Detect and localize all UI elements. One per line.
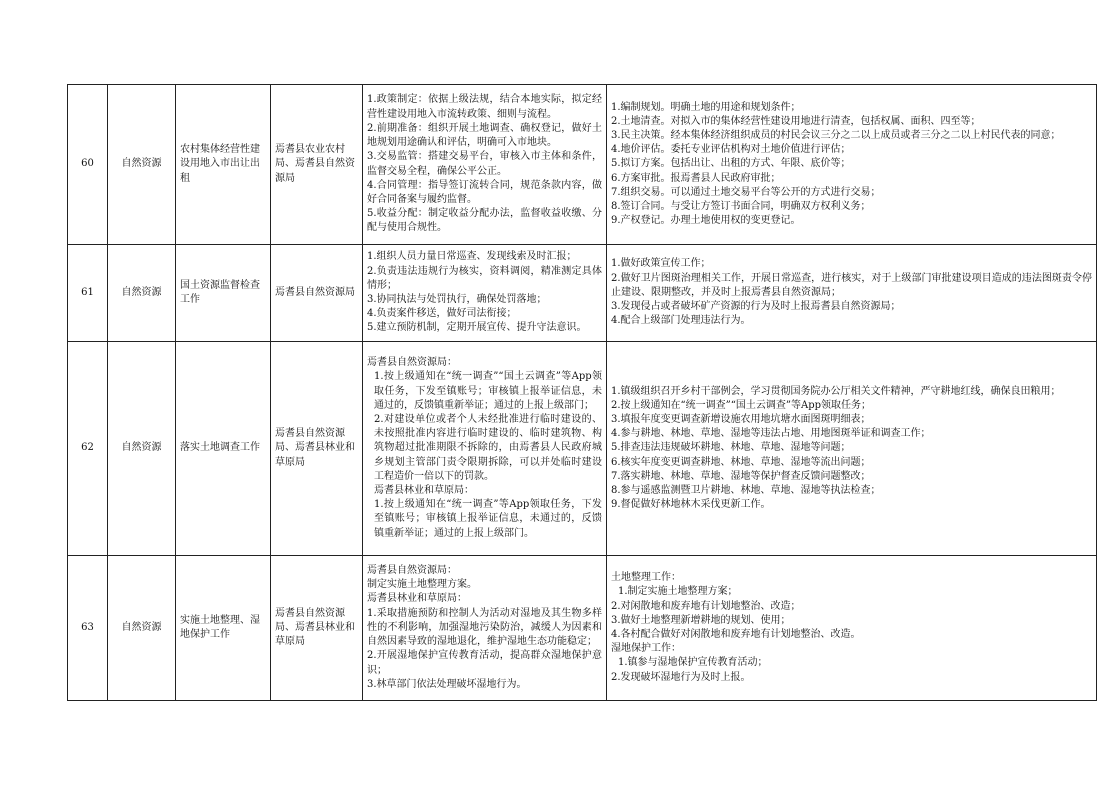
duty-line: 2.土地清查。对拟入市的集体经营性建设用地进行清查，包括权属、面积、四至等；	[611, 115, 981, 127]
town-duty-cell	[607, 85, 1097, 245]
duty-line: 8.参与遥感监测暨卫片耕地、林地、草地、湿地等执法检查；	[611, 485, 881, 496]
row-department: 焉耆县农业农村局、焉耆县自然资源局	[271, 85, 363, 245]
row-number: 62	[68, 342, 108, 556]
duty-line: 7.落实耕地、林地、草地、湿地等保护督查反馈问题整改；	[611, 470, 871, 482]
county-duty-cell	[363, 245, 607, 342]
duty-line: 5.排查违法违规破坏耕地、林地、草地、湿地等问题；	[611, 442, 851, 454]
duty-line: 4.各村配合做好对闲散地和废弃地有计划地整治、改造。	[611, 629, 861, 640]
table-row	[68, 245, 1097, 342]
duty-line: 2.前期准备：组织开展土地调查、确权登记，做好土地规划用途确认和评估，明确可入市地块。	[367, 122, 602, 149]
row-item: 国土资源监督检查工作	[176, 245, 271, 342]
row-item: 实施土地整理、湿地保护工作	[176, 556, 271, 701]
row-category: 自然资源	[108, 245, 176, 342]
row-department: 焉耆县自然资源局	[271, 245, 363, 342]
duty-line: 1.镇参与湿地保护宣传教育活动；	[618, 657, 768, 669]
duty-line: 4.合同管理：指导签订流转合同，规范条款内容，做好合同备案与履约监督。	[367, 179, 602, 205]
table-row	[68, 85, 1097, 245]
duty-line: 3.做好土地整理新增耕地的规划、使用；	[611, 614, 791, 626]
row-category: 自然资源	[108, 342, 176, 556]
duty-line: 4.地价评估。委托专业评估机构对土地价值进行评估；	[611, 144, 851, 156]
duty-line: 1.按上级通知在“统一调查”“国土云调查”等App领取任务，下发至镇账号；审核镇上报举证信息，未通过的，反馈镇重新举证；通过的上报上级部门；	[374, 371, 602, 411]
duty-line: 9.督促做好林地林木采伐更新工作。	[611, 499, 771, 511]
row-number: 61	[68, 245, 108, 342]
duty-list-table	[67, 84, 1097, 701]
duty-line: 1.镇级组织召开乡村干部例会，学习贯彻国务院办公厅相关文件精神，严守耕地红线，确保良田粮用；	[611, 385, 1061, 397]
duty-line: 制定实施土地整理方案。	[367, 579, 477, 591]
duty-line: 3.协同执法与处罚执行，确保处罚落地；	[367, 294, 547, 305]
row-department: 焉耆县自然资源局、焉耆县林业和草原局	[271, 556, 363, 701]
duty-line: 6.方案审批。报焉耆县人民政府审批；	[611, 172, 781, 184]
row-item: 落实土地调查工作	[176, 342, 271, 556]
table-row	[68, 342, 1097, 556]
section-heading: 土地整理工作：	[611, 572, 681, 584]
section-heading: 焉耆县自然资源局：	[367, 565, 457, 577]
section-heading: 焉耆县自然资源局：	[367, 357, 457, 369]
town-duty-cell	[607, 556, 1097, 701]
duty-line: 2.发现破坏湿地行为及时上报。	[611, 671, 751, 683]
duty-line: 2.负责违法违规行为核实，资料调阅，精准测定具体情形；	[367, 265, 602, 291]
section-heading: 焉耆县林业和草原局：	[374, 485, 474, 496]
duty-line: 2.按上级通知在“统一调查”“国土云调查”等App领取任务；	[611, 399, 872, 411]
duty-line: 4.负责案件移送，做好司法衔接；	[367, 308, 517, 320]
county-duty-cell	[363, 85, 607, 245]
table-row	[68, 556, 1097, 701]
duty-line: 1.组织人员力量日常巡查、发现线索及时汇报；	[367, 251, 577, 263]
row-category: 自然资源	[108, 556, 176, 701]
county-duty-cell	[363, 556, 607, 701]
section-heading: 焉耆县林业和草原局：	[367, 593, 467, 605]
duty-line: 9.产权登记。办理土地使用权的变更登记。	[611, 215, 801, 227]
duty-line: 2.开展湿地保护宣传教育活动，提高群众湿地保护意识；	[367, 650, 602, 676]
row-department: 焉耆县自然资源局、焉耆县林业和草原局	[271, 342, 363, 556]
duty-line: 3.林草部门依法处理破坏湿地行为。	[367, 678, 527, 690]
row-category: 自然资源	[108, 85, 176, 245]
row-number: 60	[68, 85, 108, 245]
duty-line: 5.拟订方案。包括出让、出租的方式、年限、底价等；	[611, 158, 851, 170]
duty-line: 3.民主决策。经本集体经济组织成员的村民会议三分之二以上成员或者三分之二以上村民代表的同意；	[611, 129, 1061, 141]
county-duty-cell	[363, 342, 607, 556]
duty-line: 3.填报年度变更调查新增设施农用地坑塘水面图斑明细表；	[611, 413, 871, 425]
duty-line: 4.参与耕地、林地、草地、湿地等违法占地、用地图斑举证和调查工作；	[611, 428, 931, 440]
duty-line: 5.建立预防机制，定期开展宣传、提升守法意识。	[367, 322, 587, 334]
duty-line: 8.签订合同。与受让方签订书面合同，明确双方权利义务；	[611, 201, 871, 212]
duty-line: 1.采取措施预防和控制人为活动对湿地及其生物多样性的不利影响，加强湿地污染防治，减缓人为因素和自然因素导致的湿地退化，维护湿地生态功能稳定；	[367, 607, 602, 648]
duty-line: 6.核实年度变更调查耕地、林地、草地、湿地等流出问题；	[611, 456, 871, 468]
row-item: 农村集体经营性建设用地入市出让出租	[176, 85, 271, 245]
duty-line: 5.收益分配：制定收益分配办法，监督收益收缴、分配与使用合规性。	[367, 208, 602, 234]
duty-line: 1.政策制定：依据上级法规，结合本地实际，拟定经营性建设用地入市流转政策、细则与流程。	[367, 94, 602, 120]
row-number: 63	[68, 556, 108, 701]
duty-line: 1.做好政策宣传工作；	[611, 258, 711, 270]
town-duty-cell	[607, 342, 1097, 556]
duty-line: 2.对建设单位或者个人未经批准进行临时建设的、未按照批准内容进行临时建设的、临时建筑物、构筑物超过批准期限不拆除的，由焉耆县人民政府城乡规划主管部门责令限期拆除，可以并处临时建设工程造价一倍以下的罚款。	[374, 413, 602, 482]
duty-line: 2.做好卫片图斑治理相关工作，开展日常巡查，进行核实，对于上级部门审批建设项目造成的违法图斑责令停止建设、限期整改，并及时上报焉耆县自然资源局；	[611, 272, 1092, 298]
duty-line: 1.制定实施土地整理方案；	[618, 586, 738, 598]
section-heading: 湿地保护工作：	[611, 643, 681, 655]
duty-line: 1.编制规划。明确土地的用途和规划条件；	[611, 101, 801, 113]
duty-line: 2.对闲散地和废弃地有计划地整治、改造；	[611, 600, 801, 612]
duty-line: 3.发现侵占或者破坏矿产资源的行为及时上报焉耆县自然资源局；	[611, 301, 901, 313]
duty-line: 1.按上级通知在“统一调查”等App领取任务，下发至镇账号；审核镇上报举证信息，未通过的，反馈镇重新举证；通过的上报上级部门。	[374, 499, 602, 539]
duty-line: 7.组织交易。可以通过土地交易平台等公开的方式进行交易；	[611, 186, 881, 198]
town-duty-cell	[607, 245, 1097, 342]
duty-line: 4.配合上级部门处理违法行为。	[611, 315, 751, 327]
duty-line: 3.交易监管：搭建交易平台，审核入市主体和条件，监督交易全程，确保公平公正。	[367, 151, 602, 177]
